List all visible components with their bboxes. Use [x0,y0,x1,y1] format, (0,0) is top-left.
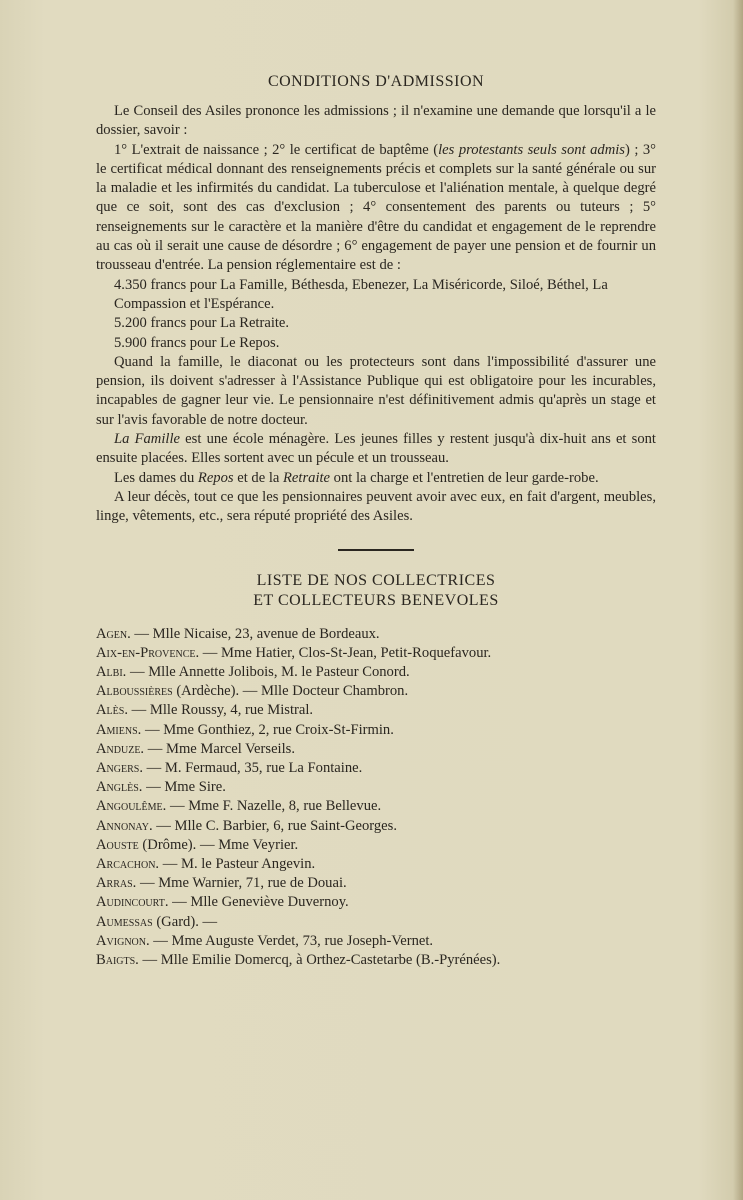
collector-details: — M. Fermaud, 35, rue La Fontaine. [142,759,363,776]
collector-city: Audincourt. [96,894,169,911]
collector-details: — M. le Pasteur Angevin. [159,855,316,872]
collector-city: Anduze. [96,740,145,757]
collector-city: Avignon. [96,932,150,949]
collector-entry [96,951,656,970]
collector-details: (Drôme). — Mme Veyrier. [138,836,299,853]
collector-city: Angoulême. [96,798,167,815]
collectors-title-line2: ET COLLECTEURS BENEVOLES [253,591,499,609]
collector-city: Albi. [96,663,127,680]
collector-entry [96,759,656,778]
collector-entry [96,644,656,663]
collector-entry [96,836,656,855]
collector-city: Alboussières [96,683,173,700]
paragraph-dames [96,469,656,488]
tariff-repos: 5.900 francs pour Le Repos. [114,334,280,351]
collector-entry [96,721,656,740]
collector-details: — Mlle Roussy, 4, rue Mistral. [127,702,314,719]
dames-text-a: Les dames du [114,469,198,486]
paragraph-intro: Le Conseil des Asiles prononce les admissions ; il n'examine une demande que lorsqu'il a le dossier, savoir : [96,103,656,139]
conditions-title: CONDITIONS D'ADMISSION [267,73,485,90]
collector-city: Aix-en-Provence. [96,644,200,661]
collectors-list [96,625,656,971]
collector-details: — Mme Auguste Verdet, 73, rue Joseph-Vernet. [149,932,434,949]
collector-details: — Mme F. Nazelle, 8, rue Bellevue. [166,798,382,815]
collector-city: Baigts. [96,951,139,968]
collector-entry [96,893,656,912]
collector-entry [96,817,656,836]
collector-details: — Mme Hatier, Clos-St-Jean, Petit-Roquefavour. [199,644,492,661]
collector-details: — Mlle Nicaise, 23, avenue de Bordeaux. [130,625,380,642]
collector-entry [96,682,656,701]
dames-text-mid: et de la [233,469,284,486]
page-edge-shadow [733,0,743,1200]
document-body [96,72,656,970]
collector-city: Amiens. [96,721,142,738]
collector-city: Arras. [96,875,137,892]
collector-entry [96,663,656,682]
collector-entry [96,797,656,816]
collector-entry [96,855,656,874]
collector-city: Arcachon. [96,855,160,872]
famille-italic: La Famille [114,431,180,448]
collector-city: Alès. [96,702,128,719]
collector-entry [96,701,656,720]
collector-entry [96,625,656,644]
collector-city: Annonay. [96,817,153,834]
collector-details: — Mlle C. Barbier, 6, rue Saint-Georges. [152,817,397,834]
collector-entry [96,874,656,893]
collector-details: — Mlle Annette Jolibois, M. le Pasteur Conord. [126,663,410,680]
collector-details: (Ardèche). — Mlle Docteur Chambron. [172,683,409,700]
collector-city: Anglès. [96,779,143,796]
paragraph-requirements [96,141,656,276]
paragraph-deces: A leur décès, tout ce que les pensionnaires peuvent avoir avec eux, en fait d'argent, meubles, linge, vêtements, etc., sera réputé propriété des Asiles. [96,488,656,525]
requirements-text-b: ) ; 3° le certificat médical donnant des renseignements précis et complets sur la santé générale ou sur la maladie et les infirmités du candidat. La tuberculose et l'aliénation mentale, à quelque degré que ce soit, sont des cas d'exclusion ; 4° consentement des parents ou tuteurs ; 5° renseignements sur le caractère et la manière d'être du candidat et engagement de le reprendre au cas où il serait une cause de désordre ; 6° engagement de payer une pension et de fournir un trousseau d'entrée. La pension réglementaire est de : [96,141,656,274]
collector-details: (Gard). — [152,913,218,930]
famille-text: est une école ménagère. Les jeunes filles y restent jusqu'à dix-huit ans et sont ensuite placées. Elles sortent avec un pécule et un trousseau. [96,431,656,467]
dames-italic-repos: Repos [197,469,234,486]
tariff-famille: 4.350 francs pour La Famille, Béthesda, Ebenezer, La Miséricorde, Siloé, Béthel, La Compassion et l'Espérance. [114,276,608,312]
dames-italic-retraite: Retraite [283,469,331,486]
paragraph-assistance: Quand la famille, le diaconat ou les protecteurs sont dans l'impossibilité d'assurer une pension, ils doivent s'adresser à l'Assistance Publique qui est obligatoire pour les incurables, incapables de gagner leur vie. Le pensionnaire n'est définitivement admis qu'après un stage et sur l'avis favorable de notre docteur. [96,353,656,428]
collector-details: — Mme Gonthiez, 2, rue Croix-St-Firmin. [141,721,394,738]
collector-entry [96,778,656,797]
dames-text-b: ont la charge et l'entretien de leur garde-robe. [330,469,599,486]
collector-details: — Mlle Emilie Domercq, à Orthez-Castetarbe (B.-Pyrénées). [138,951,501,968]
collector-city: Aouste [96,836,139,853]
collector-details: — Mme Sire. [142,779,226,796]
section-divider [338,549,414,551]
collector-details: — Mlle Geneviève Duvernoy. [168,894,349,911]
collector-details: — Mme Warnier, 71, rue de Douai. [136,875,347,892]
tariff-retraite: 5.200 francs pour La Retraite. [114,315,290,332]
collector-entry [96,740,656,759]
collectors-title-line1: LISTE DE NOS COLLECTRICES [256,571,496,589]
requirements-text-a: 1° L'extrait de naissance ; 2° le certificat de baptême ( [114,141,439,158]
collector-city: Aumessas [96,913,153,930]
collector-city: Angers. [96,759,143,776]
collector-entry [96,913,656,932]
collector-city: Agen. [96,625,131,642]
collector-details: — Mme Marcel Verseils. [144,740,295,757]
paragraph-famille [96,430,656,469]
requirements-italic: les protestants seuls sont admis [438,141,625,158]
collector-entry [96,932,656,951]
